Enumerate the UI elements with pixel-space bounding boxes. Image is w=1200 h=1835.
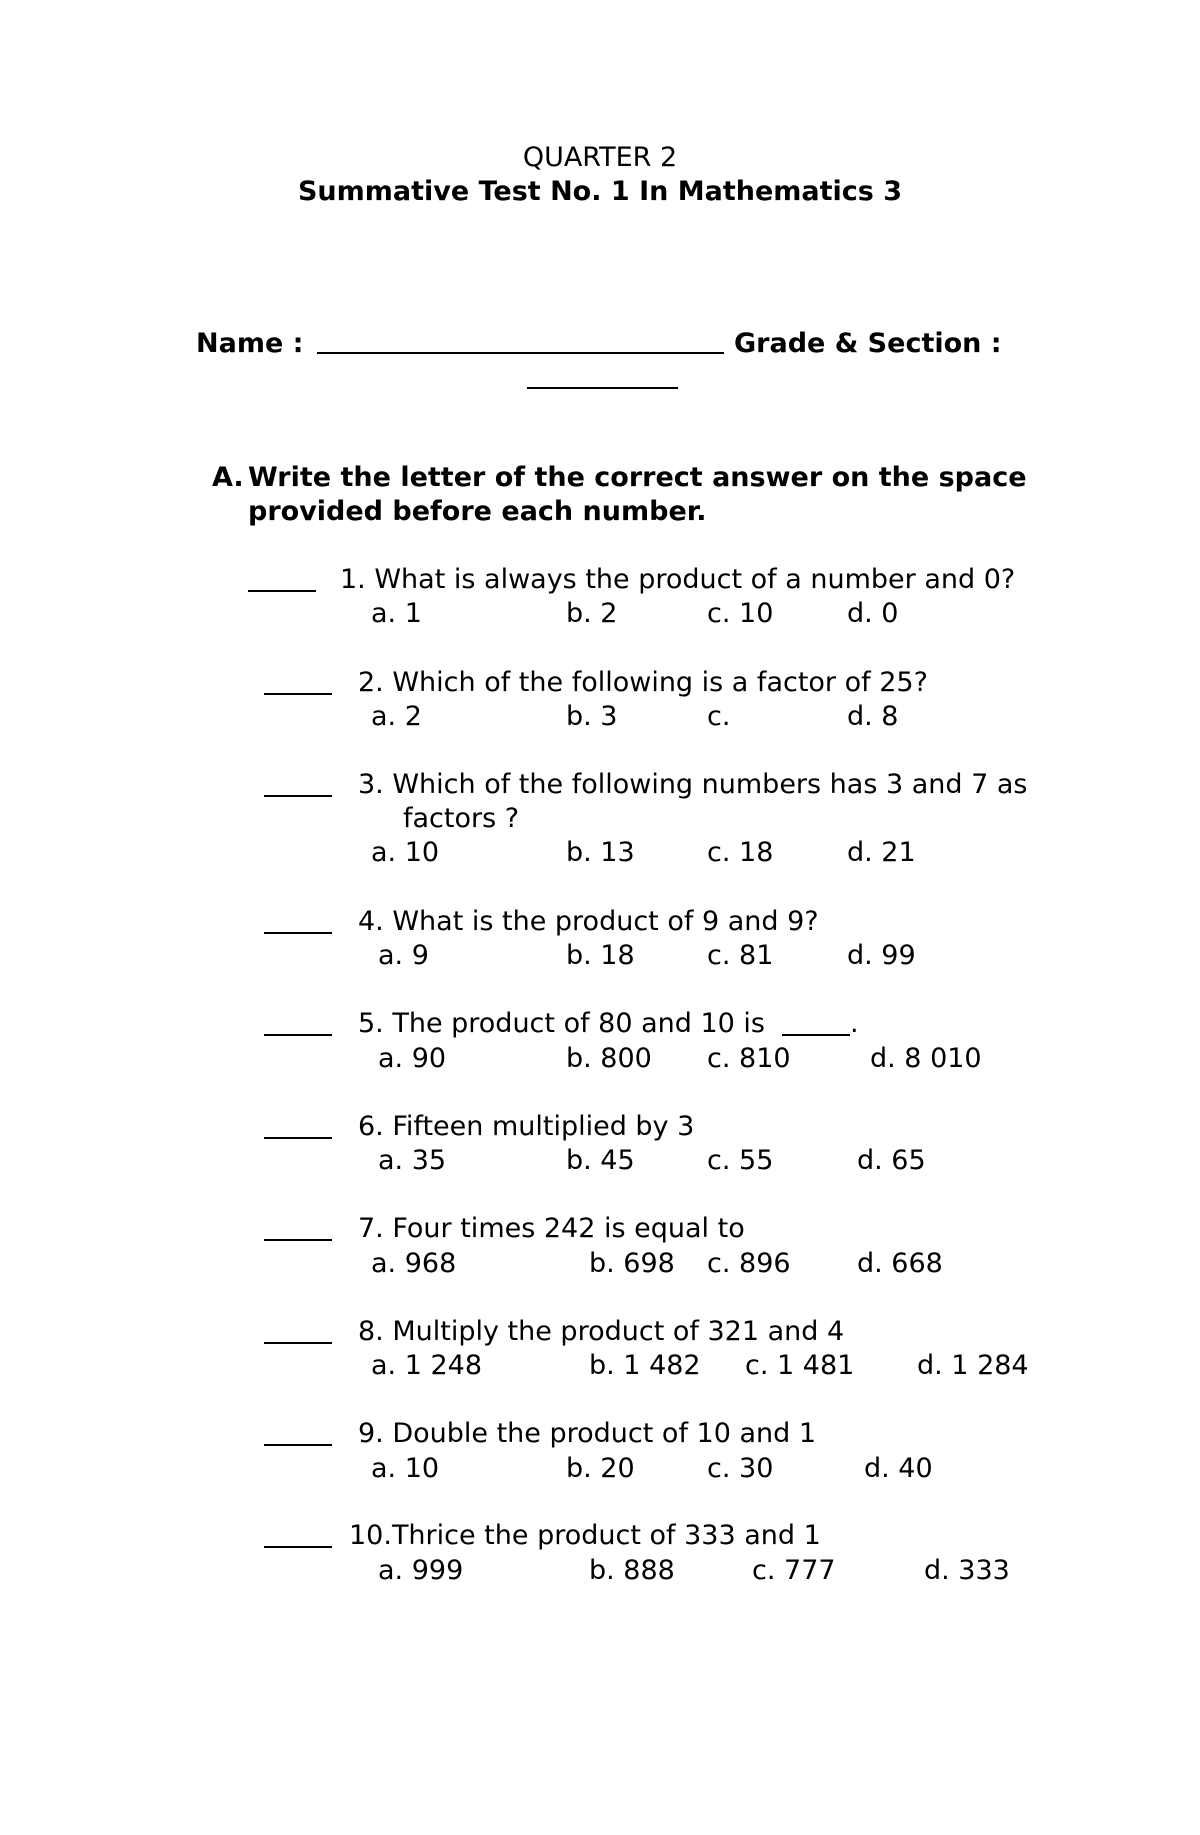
choice-c: c. 1 481 xyxy=(745,1350,855,1381)
choice-d: d. 1 284 xyxy=(917,1350,1029,1381)
choice-d: d. 333 xyxy=(924,1555,1010,1586)
answer-blank[interactable] xyxy=(264,1546,332,1548)
choice-b: b. 20 xyxy=(566,1453,635,1484)
choice-c: c. 10 xyxy=(707,598,774,629)
choice-a: a. 1 248 xyxy=(371,1350,483,1381)
section-instruction-cont: provided before each number. xyxy=(248,496,707,527)
choice-d: d. 40 xyxy=(864,1453,933,1484)
choice-a: a. 1 xyxy=(371,598,422,629)
question-text: 6. Fifteen multiplied by 3 xyxy=(358,1111,695,1142)
question-text: 10.Thrice the product of 333 and 1 xyxy=(349,1520,821,1551)
choice-d: d. 65 xyxy=(857,1145,926,1176)
question-text: 9. Double the product of 10 and 1 xyxy=(358,1418,817,1449)
choice-b: b. 888 xyxy=(589,1555,675,1586)
choice-b: b. 3 xyxy=(566,701,618,732)
answer-blank[interactable] xyxy=(264,795,332,797)
grade-section-blank[interactable] xyxy=(527,387,678,389)
question-text: 5. The product of 80 and 10 is xyxy=(358,1008,766,1039)
choice-a: a. 9 xyxy=(378,940,429,971)
choice-b: b. 2 xyxy=(566,598,618,629)
choice-d: d. 21 xyxy=(847,837,916,868)
choice-c: c. 777 xyxy=(752,1555,836,1586)
question-period: . xyxy=(850,1008,859,1039)
section-instruction: Write the letter of the correct answer on the space xyxy=(248,462,1027,493)
choice-a: a. 35 xyxy=(378,1145,447,1176)
choice-c: c. 896 xyxy=(707,1248,791,1279)
question-text: 3. Which of the following numbers has 3 and 7 as xyxy=(358,769,1028,800)
choice-c: c. 18 xyxy=(707,837,774,868)
section-marker: A. xyxy=(212,462,244,493)
choice-d: d. 668 xyxy=(857,1248,943,1279)
answer-blank[interactable] xyxy=(248,590,316,592)
page-title: QUARTER 2 xyxy=(522,142,678,173)
choice-d: d. 99 xyxy=(847,940,916,971)
choice-c: c. 81 xyxy=(707,940,774,971)
answer-blank[interactable] xyxy=(264,1444,332,1446)
grade-section-label: Grade & Section : xyxy=(734,328,1002,359)
choice-a: a. 10 xyxy=(371,1453,440,1484)
choice-d: d. 8 010 xyxy=(870,1043,982,1074)
name-blank[interactable] xyxy=(317,352,724,354)
question-text: 8. Multiply the product of 321 and 4 xyxy=(358,1316,845,1347)
choice-c: c. 55 xyxy=(707,1145,774,1176)
choice-a: a. 2 xyxy=(371,701,422,732)
name-label: Name : xyxy=(196,328,304,359)
choice-a: a. 10 xyxy=(371,837,440,868)
choice-a: a. 90 xyxy=(378,1043,447,1074)
answer-blank[interactable] xyxy=(264,1239,332,1241)
choice-b: b. 45 xyxy=(566,1145,635,1176)
choice-b: b. 698 xyxy=(589,1248,675,1279)
question-text: 7. Four times 242 is equal to xyxy=(358,1213,745,1244)
page-subtitle: Summative Test No. 1 In Mathematics 3 xyxy=(297,176,903,207)
choice-b: b. 13 xyxy=(566,837,635,868)
question-text-cont: factors ? xyxy=(403,803,520,834)
choice-c: c. 30 xyxy=(707,1453,774,1484)
answer-blank[interactable] xyxy=(264,693,332,695)
choice-d: d. 8 xyxy=(847,701,899,732)
choice-b: b. 18 xyxy=(566,940,635,971)
fill-in-blank xyxy=(782,1034,850,1036)
answer-blank[interactable] xyxy=(264,1342,332,1344)
question-text: 2. Which of the following is a factor of 25? xyxy=(358,667,928,698)
answer-blank[interactable] xyxy=(264,1137,332,1139)
question-text: 1. What is always the product of a number and 0? xyxy=(340,564,1016,595)
answer-blank[interactable] xyxy=(264,932,332,934)
question-text: 4. What is the product of 9 and 9? xyxy=(358,906,819,937)
choice-c: c. xyxy=(707,701,731,732)
answer-blank[interactable] xyxy=(264,1034,332,1036)
choice-b: b. 800 xyxy=(566,1043,652,1074)
choice-c: c. 810 xyxy=(707,1043,791,1074)
choice-d: d. 0 xyxy=(847,598,899,629)
choice-a: a. 999 xyxy=(378,1555,464,1586)
choice-b: b. 1 482 xyxy=(589,1350,701,1381)
choice-a: a. 968 xyxy=(371,1248,457,1279)
